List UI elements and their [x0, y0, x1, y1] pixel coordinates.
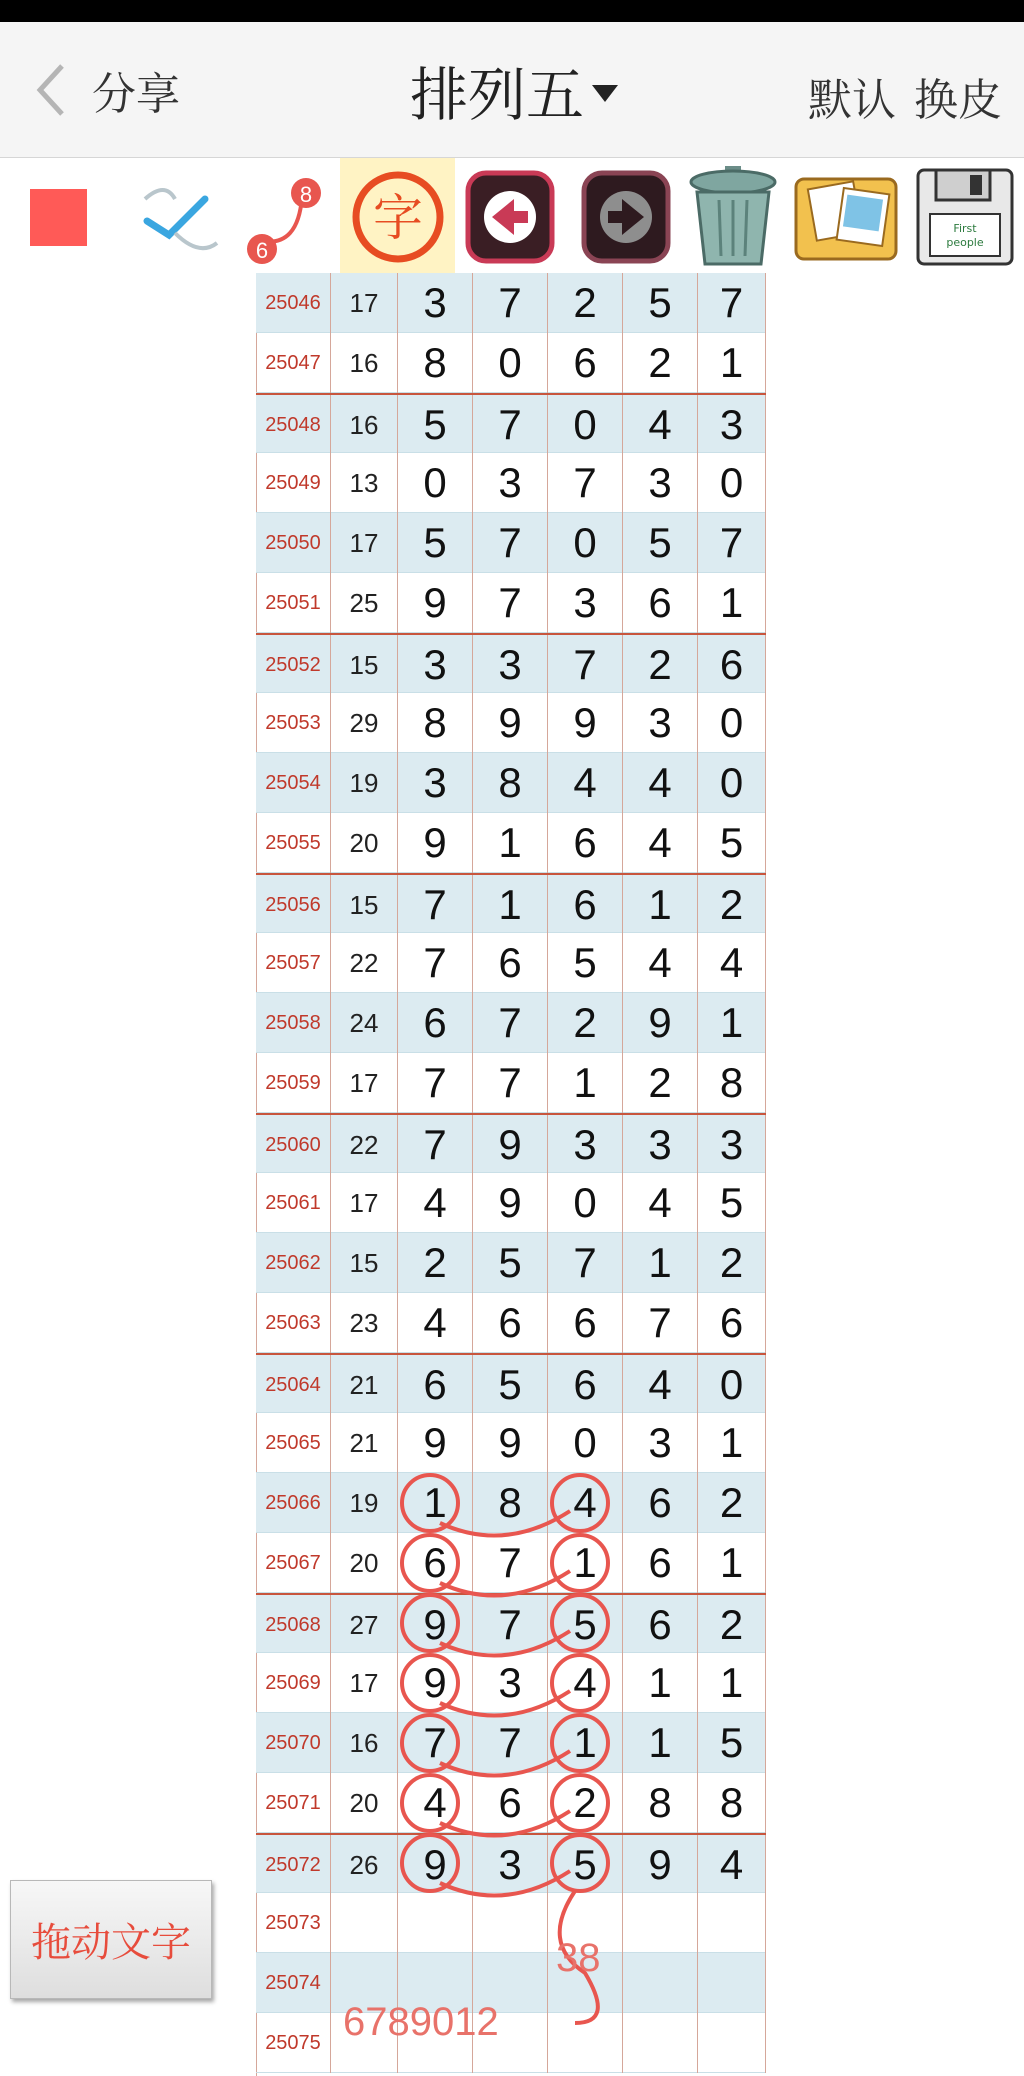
table-row [256, 1113, 766, 1173]
digit-cell[interactable]: 3 [548, 573, 623, 633]
drawing-toolbar [0, 158, 1024, 276]
digit-cell[interactable]: 7 [548, 635, 623, 695]
digit-cell[interactable]: 3 [398, 635, 473, 695]
back-button[interactable] [30, 52, 230, 127]
digit-cell[interactable]: 4 [623, 933, 698, 993]
table-row [256, 1173, 766, 1233]
digit-cell[interactable]: 5 [473, 1355, 548, 1415]
table-row [256, 1053, 766, 1113]
digit-cell[interactable]: 5 [698, 1173, 766, 1233]
digit-cell[interactable]: 1 [473, 875, 548, 935]
digit-sum: 17 [331, 1053, 398, 1113]
digit-sum: 21 [331, 1413, 398, 1473]
digit-cell[interactable]: 5 [473, 1233, 548, 1293]
digit-cell[interactable]: 6 [398, 1355, 473, 1415]
digit-cell[interactable]: 5 [698, 813, 766, 873]
digit-cell[interactable]: 0 [548, 1413, 623, 1473]
drag-text-button[interactable]: 拖动文字 [10, 1880, 212, 1999]
table-row [256, 1293, 766, 1353]
digit-cell[interactable]: 0 [548, 1173, 623, 1233]
digit-cell[interactable]: 7 [698, 273, 766, 333]
digit-cell[interactable]: 4 [623, 1355, 698, 1415]
digit-cell[interactable] [698, 2013, 766, 2073]
issue-number: 25049 [256, 453, 331, 513]
issue-number: 25046 [256, 273, 331, 333]
table-row [256, 1473, 766, 1533]
digit-cell[interactable]: 3 [623, 1413, 698, 1473]
digit-cell[interactable]: 7 [473, 273, 548, 333]
digit-cell[interactable]: 2 [548, 993, 623, 1053]
table-row [256, 1413, 766, 1473]
issue-number: 25058 [256, 993, 331, 1053]
digit-cell[interactable]: 4 [623, 395, 698, 455]
issue-number: 25073 [256, 1893, 331, 1953]
digit-sum: 21 [331, 1355, 398, 1415]
digit-cell[interactable]: 4 [698, 933, 766, 993]
digit-cell[interactable]: 5 [623, 273, 698, 333]
digit-cell[interactable]: 9 [398, 1653, 473, 1713]
digit-cell[interactable]: 0 [548, 513, 623, 573]
share-label: 分享 [92, 69, 180, 119]
table-row [256, 633, 766, 693]
page-title: 排列五 [410, 63, 585, 128]
annotation-note-38: 38 [556, 1936, 601, 1980]
digit-cell[interactable]: 7 [473, 1713, 548, 1773]
text-tool-glyph: 字 [372, 189, 423, 247]
digit-sum: 29 [331, 693, 398, 753]
digit-sum: 17 [331, 1173, 398, 1233]
digit-cell[interactable]: 9 [623, 1835, 698, 1895]
digit-cell[interactable]: 3 [698, 395, 766, 455]
curve-from-label: 6 [255, 238, 269, 263]
digit-sum: 16 [331, 395, 398, 455]
pen-tool-icon[interactable] [130, 158, 230, 276]
table-row [256, 1533, 766, 1593]
photos-icon[interactable] [792, 158, 902, 276]
digit-cell[interactable]: 2 [623, 635, 698, 695]
issue-number: 25070 [256, 1713, 331, 1773]
digit-cell[interactable]: 3 [398, 753, 473, 813]
digit-cell[interactable]: 1 [548, 1533, 623, 1593]
trash-icon[interactable] [680, 158, 785, 276]
issue-number: 25055 [256, 813, 331, 873]
table-row [256, 573, 766, 633]
digit-cell[interactable]: 7 [548, 1233, 623, 1293]
digit-cell[interactable] [698, 1893, 766, 1953]
digit-cell[interactable] [623, 2013, 698, 2073]
disk-label-2: people [946, 236, 984, 249]
digit-sum: 24 [331, 993, 398, 1053]
digit-sum [331, 1893, 398, 1953]
digit-cell[interactable]: 6 [548, 333, 623, 393]
digit-cell[interactable]: 9 [398, 813, 473, 873]
digit-sum: 15 [331, 635, 398, 695]
digit-cell[interactable]: 3 [623, 453, 698, 513]
table-row [256, 753, 766, 813]
digit-cell[interactable]: 9 [398, 1595, 473, 1655]
digit-cell[interactable]: 4 [398, 1773, 473, 1833]
lottery-type-dropdown[interactable] [410, 50, 618, 130]
draw-history-table [256, 273, 766, 2073]
digit-cell[interactable]: 1 [398, 1473, 473, 1533]
digit-sum: 22 [331, 933, 398, 993]
digit-sum: 22 [331, 1115, 398, 1175]
issue-number: 25065 [256, 1413, 331, 1473]
digit-cell[interactable]: 0 [698, 693, 766, 753]
digit-cell[interactable] [398, 1893, 473, 1953]
digit-cell[interactable]: 3 [473, 1653, 548, 1713]
color-swatch-button[interactable] [18, 158, 98, 276]
digit-cell[interactable]: 8 [398, 333, 473, 393]
digit-cell[interactable] [623, 1893, 698, 1953]
digit-sum: 16 [331, 1713, 398, 1773]
digit-cell[interactable]: 4 [398, 1293, 473, 1353]
digit-cell[interactable]: 6 [698, 1293, 766, 1353]
digit-cell[interactable]: 4 [548, 753, 623, 813]
table-row [256, 393, 766, 453]
digit-cell[interactable]: 4 [698, 1835, 766, 1895]
issue-number: 25048 [256, 395, 331, 455]
digit-sum: 17 [331, 273, 398, 333]
digit-cell[interactable]: 4 [548, 1473, 623, 1533]
issue-number: 25060 [256, 1115, 331, 1175]
digit-cell[interactable]: 9 [398, 573, 473, 633]
digit-cell[interactable]: 0 [698, 753, 766, 813]
digit-cell[interactable]: 5 [398, 395, 473, 455]
issue-number: 25052 [256, 635, 331, 695]
digit-cell[interactable]: 1 [623, 1653, 698, 1713]
digit-cell[interactable]: 1 [698, 1653, 766, 1713]
digit-sum: 26 [331, 1835, 398, 1895]
table-row [256, 1233, 766, 1293]
digit-cell[interactable]: 8 [473, 753, 548, 813]
table-row [256, 693, 766, 753]
digit-cell[interactable]: 6 [473, 1293, 548, 1353]
status-bar [0, 0, 1024, 22]
digit-cell[interactable]: 6 [623, 1473, 698, 1533]
digit-sum: 19 [331, 753, 398, 813]
digit-sum: 19 [331, 1473, 398, 1533]
digit-cell[interactable]: 7 [473, 1595, 548, 1655]
issue-number: 25050 [256, 513, 331, 573]
digit-cell[interactable] [473, 1893, 548, 1953]
digit-cell[interactable]: 3 [473, 1835, 548, 1895]
digit-sum: 20 [331, 813, 398, 873]
digit-cell[interactable] [698, 1953, 766, 2013]
digit-cell[interactable]: 6 [473, 1773, 548, 1833]
digit-cell[interactable]: 6 [548, 813, 623, 873]
issue-number: 25071 [256, 1773, 331, 1833]
digit-cell[interactable]: 5 [548, 1595, 623, 1655]
digit-sum: 17 [331, 513, 398, 573]
table-row [256, 1713, 766, 1773]
digit-sum: 15 [331, 875, 398, 935]
digit-cell[interactable]: 0 [698, 1355, 766, 1415]
digit-cell[interactable]: 6 [548, 1293, 623, 1353]
digit-cell[interactable]: 3 [473, 453, 548, 513]
digit-cell[interactable]: 3 [398, 273, 473, 333]
issue-number: 25075 [256, 2013, 331, 2073]
digit-cell[interactable]: 6 [548, 875, 623, 935]
table-row [256, 1893, 766, 1953]
digit-sum: 25 [331, 573, 398, 633]
change-skin-button[interactable]: 换皮 [914, 76, 1002, 125]
digit-cell[interactable]: 1 [623, 875, 698, 935]
digit-cell[interactable]: 6 [473, 933, 548, 993]
digit-cell[interactable]: 9 [473, 1413, 548, 1473]
digit-cell[interactable]: 1 [698, 1413, 766, 1473]
issue-number: 25054 [256, 753, 331, 813]
digit-cell[interactable]: 0 [548, 395, 623, 455]
digit-cell[interactable]: 9 [473, 693, 548, 753]
digit-cell[interactable]: 1 [473, 813, 548, 873]
digit-cell[interactable]: 7 [548, 453, 623, 513]
digit-cell[interactable]: 0 [698, 453, 766, 513]
digit-cell[interactable]: 1 [698, 333, 766, 393]
digit-sum: 15 [331, 1233, 398, 1293]
save-disk-icon[interactable] [910, 158, 1020, 276]
issue-number: 25066 [256, 1473, 331, 1533]
digit-cell[interactable]: 9 [548, 693, 623, 753]
digit-cell[interactable]: 5 [698, 1713, 766, 1773]
digit-cell[interactable]: 7 [473, 573, 548, 633]
table-row [256, 333, 766, 393]
digit-cell[interactable]: 7 [398, 1115, 473, 1175]
digit-cell[interactable]: 7 [698, 513, 766, 573]
redo-icon[interactable] [578, 158, 673, 276]
digit-cell[interactable]: 7 [398, 875, 473, 935]
digit-cell[interactable]: 3 [698, 1115, 766, 1175]
issue-number: 25072 [256, 1835, 331, 1895]
digit-cell[interactable]: 7 [398, 933, 473, 993]
digit-cell[interactable]: 9 [473, 1115, 548, 1175]
issue-number: 25074 [256, 1953, 331, 2013]
digit-cell[interactable]: 6 [698, 635, 766, 695]
digit-cell[interactable]: 6 [398, 1533, 473, 1593]
table-row [256, 513, 766, 573]
default-button[interactable]: 默认 [808, 76, 896, 125]
table-row [256, 933, 766, 993]
digit-cell[interactable]: 0 [398, 453, 473, 513]
issue-number: 25056 [256, 875, 331, 935]
chevron-left-icon [30, 60, 70, 120]
digit-cell[interactable]: 7 [398, 1053, 473, 1113]
digit-cell[interactable]: 8 [398, 693, 473, 753]
digit-cell[interactable]: 2 [623, 333, 698, 393]
digit-sum: 23 [331, 1293, 398, 1353]
digit-cell[interactable]: 7 [473, 993, 548, 1053]
digit-sum: 20 [331, 1773, 398, 1833]
digit-cell[interactable]: 1 [698, 993, 766, 1053]
issue-number: 25061 [256, 1173, 331, 1233]
digit-cell[interactable]: 9 [473, 1173, 548, 1233]
digit-cell[interactable]: 8 [698, 1773, 766, 1833]
digit-cell[interactable]: 3 [623, 693, 698, 753]
digit-cell[interactable]: 4 [548, 1653, 623, 1713]
curve-to-label: 8 [299, 182, 313, 207]
digit-cell[interactable]: 6 [548, 1355, 623, 1415]
digit-sum: 17 [331, 1653, 398, 1713]
digit-cell[interactable]: 1 [623, 1713, 698, 1773]
digit-cell[interactable]: 6 [398, 993, 473, 1053]
digit-cell[interactable]: 0 [473, 333, 548, 393]
digit-cell[interactable]: 8 [623, 1773, 698, 1833]
issue-number: 25053 [256, 693, 331, 753]
table-row [256, 1773, 766, 1833]
digit-cell[interactable]: 6 [623, 1595, 698, 1655]
digit-cell[interactable]: 9 [398, 1413, 473, 1473]
digit-sum: 27 [331, 1595, 398, 1655]
table-row [256, 813, 766, 873]
digit-cell[interactable]: 1 [698, 573, 766, 633]
table-row [256, 1953, 766, 2013]
digit-cell[interactable]: 5 [548, 933, 623, 993]
curve-tool-icon[interactable] [240, 158, 330, 276]
table-row [256, 993, 766, 1053]
dropdown-caret-icon [592, 85, 618, 102]
color-swatch [30, 189, 87, 246]
digit-cell[interactable]: 7 [473, 395, 548, 455]
digit-cell[interactable]: 5 [623, 513, 698, 573]
digit-cell[interactable]: 4 [398, 1173, 473, 1233]
digit-cell[interactable]: 1 [698, 1533, 766, 1593]
digit-cell[interactable]: 7 [398, 1713, 473, 1773]
text-tool-icon[interactable] [340, 158, 455, 276]
digit-cell[interactable]: 9 [398, 1835, 473, 1895]
table-row [256, 273, 766, 333]
digit-cell[interactable]: 1 [548, 1713, 623, 1773]
digit-cell[interactable]: 4 [623, 753, 698, 813]
digit-cell[interactable]: 3 [548, 1115, 623, 1175]
issue-number: 25057 [256, 933, 331, 993]
disk-label-1: First [953, 222, 977, 235]
digit-cell[interactable]: 2 [548, 273, 623, 333]
digit-cell[interactable]: 5 [398, 513, 473, 573]
digit-cell[interactable]: 9 [623, 993, 698, 1053]
digit-cell[interactable]: 8 [473, 1473, 548, 1533]
digit-cell[interactable]: 2 [698, 875, 766, 935]
digit-cell[interactable]: 6 [623, 1533, 698, 1593]
digit-cell[interactable]: 3 [473, 635, 548, 695]
digit-cell[interactable]: 1 [623, 1233, 698, 1293]
digit-cell[interactable]: 2 [698, 1233, 766, 1293]
issue-number: 25069 [256, 1653, 331, 1713]
nav-actions [808, 64, 1002, 128]
table-row [256, 1353, 766, 1413]
nav-bar [0, 22, 1024, 158]
digit-sum: 20 [331, 1533, 398, 1593]
annotation-bottom-text: 6789012 [343, 2000, 499, 2044]
table-row [256, 1833, 766, 1893]
table-row [256, 1653, 766, 1713]
digit-cell[interactable]: 7 [473, 1053, 548, 1113]
digit-cell[interactable] [623, 1953, 698, 2013]
issue-number: 25047 [256, 333, 331, 393]
digit-sum: 13 [331, 453, 398, 513]
table-row [256, 453, 766, 513]
digit-cell[interactable] [548, 2013, 623, 2073]
digit-cell[interactable]: 7 [623, 1293, 698, 1353]
digit-cell[interactable]: 4 [623, 1173, 698, 1233]
issue-number: 25059 [256, 1053, 331, 1113]
issue-number: 25062 [256, 1233, 331, 1293]
digit-cell[interactable]: 7 [473, 513, 548, 573]
table-row [256, 873, 766, 933]
digit-cell[interactable]: 6 [623, 573, 698, 633]
digit-cell[interactable]: 8 [698, 1053, 766, 1113]
issue-number: 25068 [256, 1595, 331, 1655]
digit-cell[interactable]: 7 [473, 1533, 548, 1593]
issue-number: 25051 [256, 573, 331, 633]
digit-cell[interactable]: 2 [698, 1473, 766, 1533]
issue-number: 25067 [256, 1533, 331, 1593]
digit-cell[interactable]: 2 [548, 1773, 623, 1833]
table-row [256, 2013, 766, 2073]
digit-sum: 16 [331, 333, 398, 393]
digit-cell[interactable]: 4 [623, 813, 698, 873]
digit-cell[interactable]: 5 [548, 1835, 623, 1895]
digit-cell[interactable]: 2 [398, 1233, 473, 1293]
table-row [256, 1593, 766, 1653]
issue-number: 25064 [256, 1355, 331, 1415]
digit-cell[interactable]: 2 [623, 1053, 698, 1113]
digit-cell[interactable]: 2 [698, 1595, 766, 1655]
issue-number: 25063 [256, 1293, 331, 1353]
digit-cell[interactable]: 1 [548, 1053, 623, 1113]
digit-cell[interactable]: 3 [623, 1115, 698, 1175]
undo-icon[interactable] [462, 158, 557, 276]
